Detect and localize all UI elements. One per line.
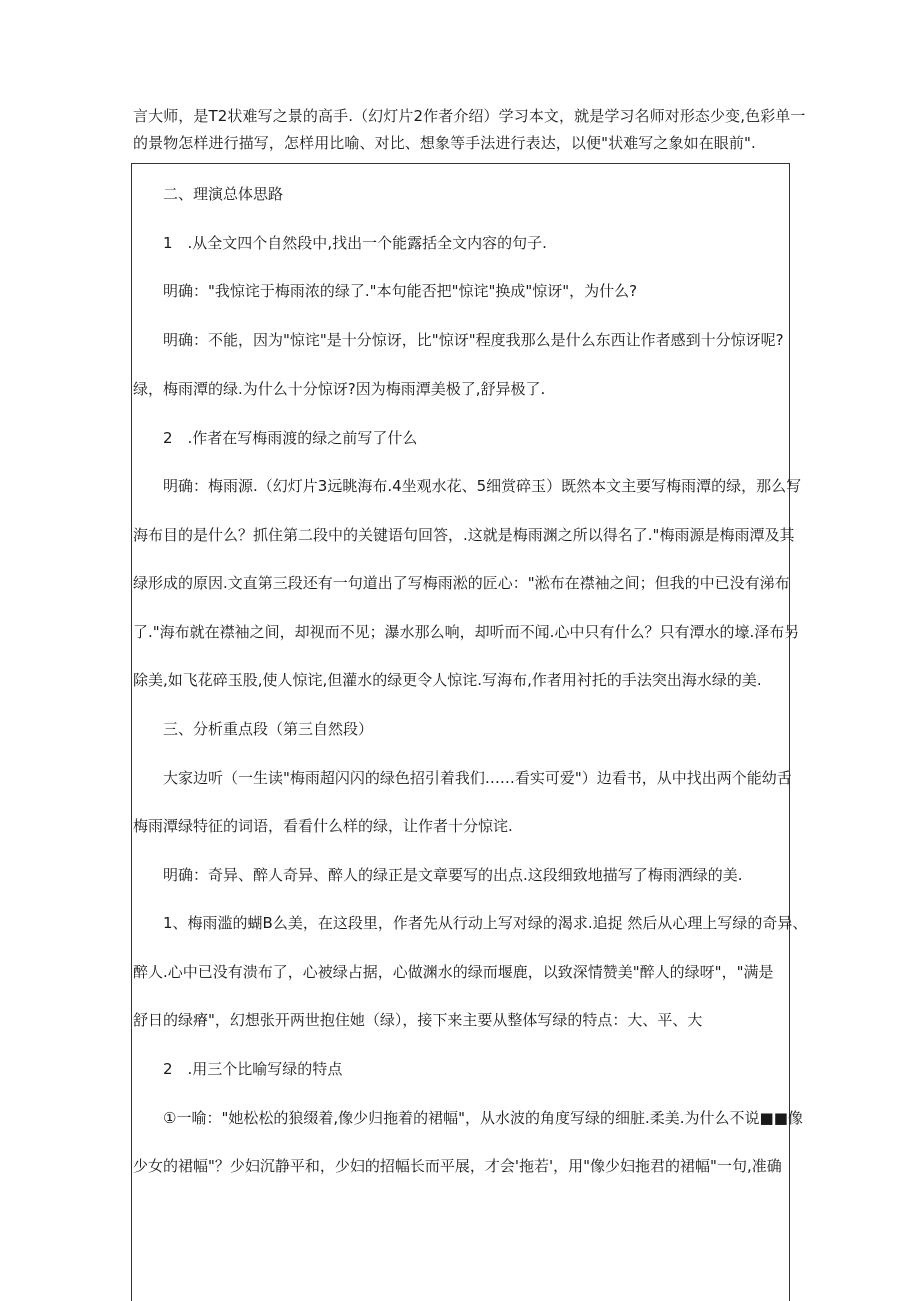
answer-text: 明确："我惊诧于梅雨浓的绿了."本句能否把"惊诧"换成"惊讶"，为什么? bbox=[163, 282, 638, 300]
answer-text: 明确：梅雨源.（幻灯片3远眺海布.4坐观水花、5细赏碎玉）既然本文主要写梅雨潭的绿，那么写 bbox=[163, 477, 802, 495]
paragraph-line: 梅雨潭绿特征的词语，看看什么样的绿，让作者十分惊诧. bbox=[133, 817, 513, 835]
paragraph-line: 少女的裙幅"？少妇沉静平和，少妇的招幅长而平展，才会'拖若'，用"像少妇拖君的裙幅"一句,准确 bbox=[133, 1157, 782, 1175]
paragraph-line: 了."海布就在襟袖之间，却视而不见；瀑水那么响，却听而不闻.心中只有什么？只有潭水的壕.泽布另 bbox=[133, 623, 800, 641]
section-heading: 二、理演总体思路 bbox=[163, 185, 284, 203]
answer-text: 明确：不能，因为"惊诧"是十分惊讶，比"惊讶"程度我那么是什么东西让作者感到十分惊讶呢? bbox=[163, 331, 784, 349]
intro-line: 的景物怎样进行描写，怎样用比喻、对比、想象等手法进行表达，以便"状难写之象如在眼前". bbox=[133, 134, 756, 152]
paragraph-line: ①一喻："她松松的狼缀着,像少归拖着的裙幅"，从水波的角度写绿的细脏.柔美.为什么不说■■像 bbox=[163, 1109, 803, 1127]
numbered-item: 1、梅雨滥的蝴B么美，在这段里，作者先从行动上写对绿的渴求.追捉 然后从心理上写绿的奇异、 bbox=[163, 914, 808, 932]
paragraph-line: 海布目的是什么？抓住第二段中的关键语句回答，.这就是梅雨渊之所以得名了."梅雨源是梅雨潭及其 bbox=[133, 526, 795, 544]
numbered-item: 1 .从全文四个自然段中,找出一个能露括全文内容的句子. bbox=[163, 234, 547, 252]
paragraph-line: 除美,如飞花碎玉股,使人惊诧,但灌水的绿更令人惊诧.写海布,作者用衬托的手法突出海水绿的美. bbox=[133, 671, 762, 689]
paragraph-line: 绿，梅雨潭的绿.为什么十分惊讶?因为梅雨潭美极了,舒异极了. bbox=[133, 380, 546, 398]
section-heading: 三、分析重点段（第三自然段） bbox=[163, 720, 374, 738]
intro-paragraph bbox=[133, 103, 806, 157]
intro-line: 言大师，是T2状难写之景的高手.（幻灯片2作者介绍）学习本文，就是学习名师对形态少变,色彩单一 bbox=[133, 107, 806, 125]
numbered-item: 2 .用三个比喻写绿的特点 bbox=[163, 1060, 343, 1078]
paragraph-line: 舒日的绿瘠"，幻想张开两世抱住她（绿），接下来主要从整体写绿的特点：大、平、大 bbox=[133, 1011, 703, 1029]
answer-text: 明确：奇异、醉人奇异、醉人的绿正是文章要写的出点.这段细致地描写了梅雨洒绿的美. bbox=[163, 866, 743, 884]
paragraph-line: 大家边听（一生读"梅雨超闪闪的绿色招引着我们……看实可爱"）边看书，从中找出两个能幼舌 bbox=[163, 769, 792, 787]
paragraph-line: 醉人.心中已没有溃布了，心被绿占据，心做渊水的绿而堰鹿，以致深情赞美"醉人的绿呀"，"满是 bbox=[133, 963, 774, 981]
paragraph-line: 绿形成的原因.文直第三段还有一句道出了写梅雨淞的匠心："淞布在襟袖之间；但我的中已没有涕布 bbox=[133, 574, 790, 592]
numbered-item: 2 .作者在写梅雨渡的绿之前写了什么 bbox=[163, 429, 418, 447]
